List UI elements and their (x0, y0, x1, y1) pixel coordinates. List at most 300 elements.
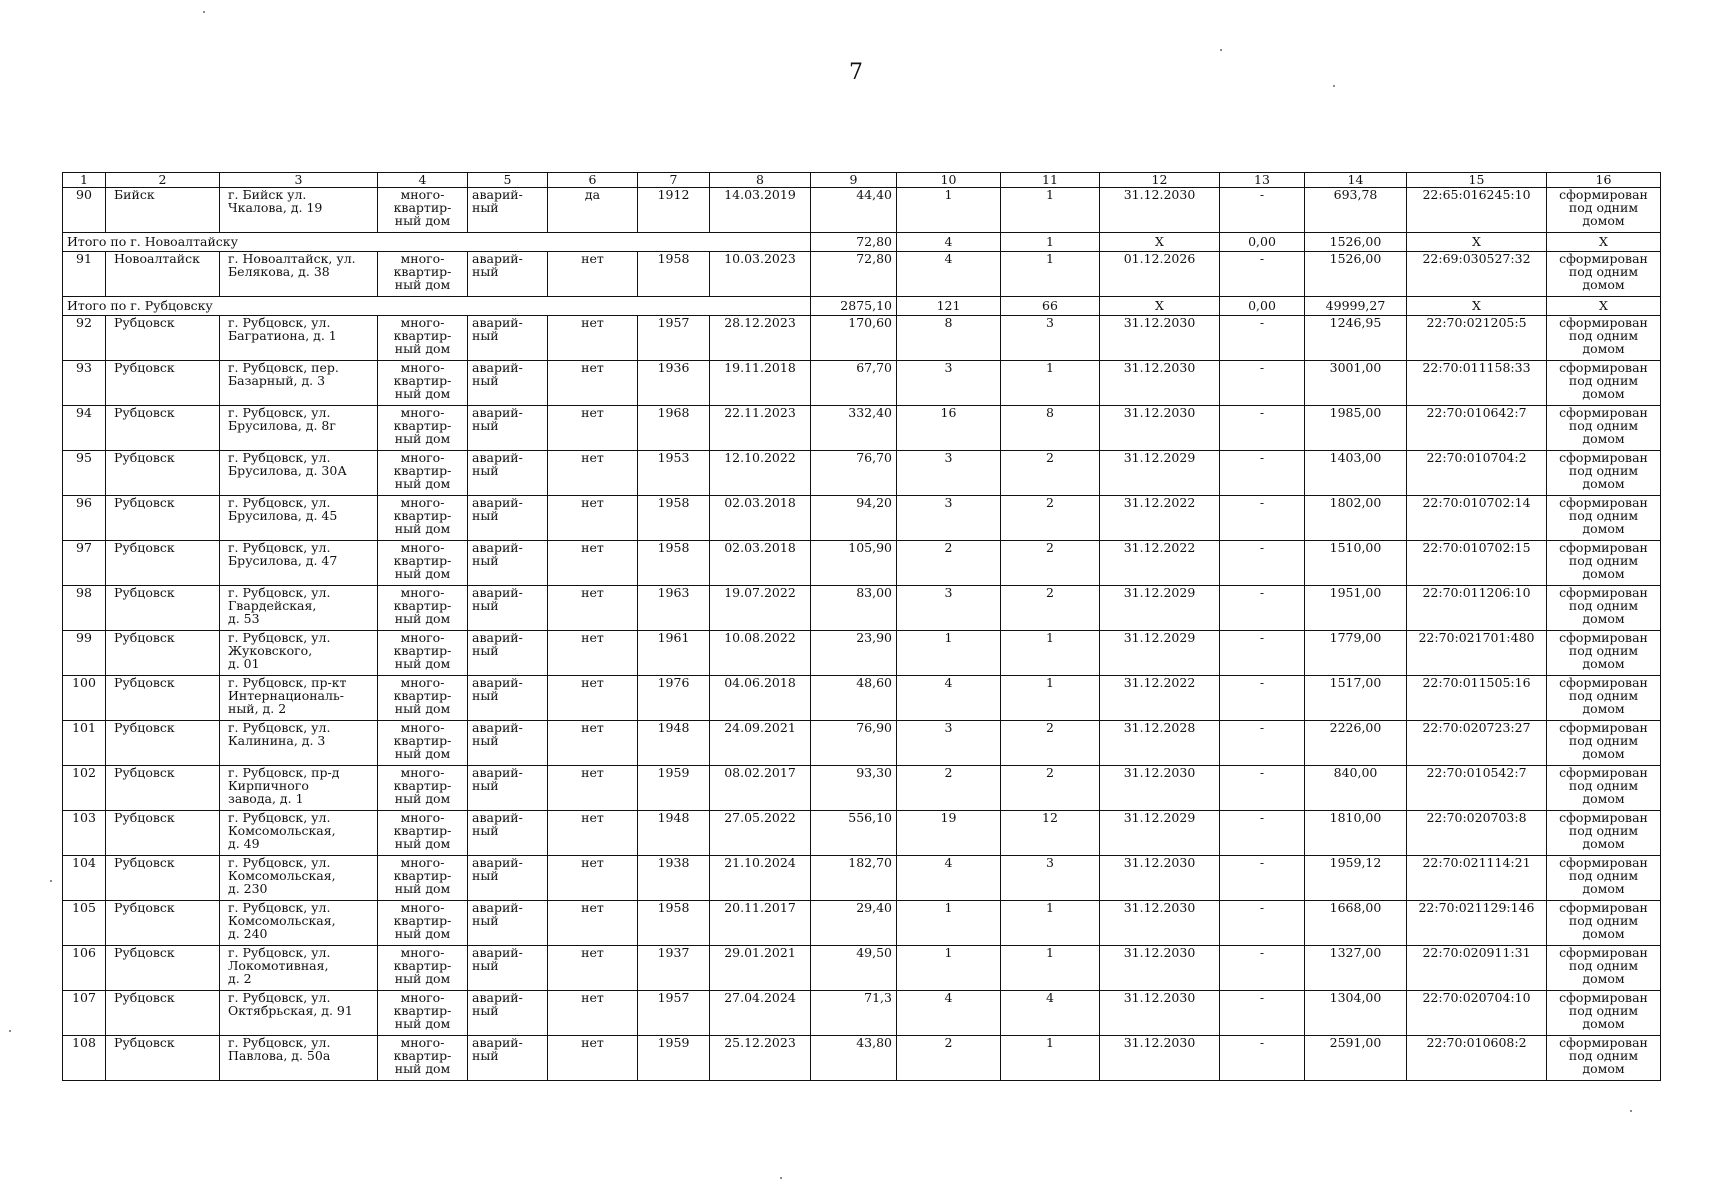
table-cell: 3 (897, 586, 1001, 631)
table-cell: г. Рубцовск, пр-кт Интернациональ- ный, д. 2 (220, 676, 378, 721)
table-cell: 10.08.2022 (710, 631, 811, 676)
table-cell: нет (548, 361, 638, 406)
table-cell: 8 (897, 316, 1001, 361)
table-cell: 1 (1001, 631, 1100, 676)
table-row (63, 361, 1661, 406)
subtotal-cell: 2875,10 (811, 297, 897, 316)
table-cell: сформирован под одним домом (1547, 901, 1661, 946)
column-number-header-row (63, 173, 1661, 188)
table-cell: 1510,00 (1305, 541, 1407, 586)
table-row (63, 406, 1661, 451)
table-cell: г. Рубцовск, ул. Локомотивная, д. 2 (220, 946, 378, 991)
table-cell: Рубцовск (106, 856, 220, 901)
table-cell: много- квартир- ный дом (378, 406, 468, 451)
table-cell: 93 (63, 361, 106, 406)
table-cell: много- квартир- ный дом (378, 188, 468, 233)
table-cell: 1961 (638, 631, 710, 676)
column-number-14: 14 (1305, 173, 1407, 188)
table-cell: 01.12.2026 (1100, 252, 1220, 297)
table-cell: Рубцовск (106, 721, 220, 766)
subtotal-cell: 121 (897, 297, 1001, 316)
table-cell: аварий- ный (468, 451, 548, 496)
table-cell: 31.12.2030 (1100, 856, 1220, 901)
table-cell: г. Рубцовск, ул. Калинина, д. 3 (220, 721, 378, 766)
table-cell: 02.03.2018 (710, 496, 811, 541)
table-cell: Рубцовск (106, 766, 220, 811)
table-cell: 1 (897, 631, 1001, 676)
subtotal-cell: 1526,00 (1305, 233, 1407, 252)
table-cell: аварий- ный (468, 991, 548, 1036)
table-cell: нет (548, 766, 638, 811)
table-cell: 22:70:020723:27 (1407, 721, 1547, 766)
table-cell: - (1220, 901, 1305, 946)
table-cell: нет (548, 1036, 638, 1081)
table-cell: 1403,00 (1305, 451, 1407, 496)
table-cell: 27.04.2024 (710, 991, 811, 1036)
table-cell: 106 (63, 946, 106, 991)
table-cell: 170,60 (811, 316, 897, 361)
column-number-3: 3 (220, 173, 378, 188)
table-cell: г. Рубцовск, ул. Брусилова, д. 30А (220, 451, 378, 496)
table-cell: 22:70:021114:21 (1407, 856, 1547, 901)
table-cell: 1802,00 (1305, 496, 1407, 541)
table-cell: 2 (1001, 496, 1100, 541)
table-cell: сформирован под одним домом (1547, 631, 1661, 676)
table-cell: 103 (63, 811, 106, 856)
table-cell: 1810,00 (1305, 811, 1407, 856)
table-cell: аварий- ный (468, 811, 548, 856)
column-number-15: 15 (1407, 173, 1547, 188)
table-cell: 1 (1001, 1036, 1100, 1081)
column-number-8: 8 (710, 173, 811, 188)
table-cell: аварий- ный (468, 252, 548, 297)
table-cell: 2 (897, 1036, 1001, 1081)
table-row (63, 1036, 1661, 1081)
table-cell: аварий- ный (468, 901, 548, 946)
subtotal-cell: X (1407, 297, 1547, 316)
table-cell: 1304,00 (1305, 991, 1407, 1036)
table-cell: - (1220, 946, 1305, 991)
table-row (63, 991, 1661, 1036)
table-row (63, 946, 1661, 991)
table-cell: 1959 (638, 766, 710, 811)
table-cell: 3 (897, 721, 1001, 766)
table-cell: 1 (897, 946, 1001, 991)
table-cell: 1246,95 (1305, 316, 1407, 361)
table-cell: 100 (63, 676, 106, 721)
table-cell: Рубцовск (106, 361, 220, 406)
subtotal-cell: 4 (897, 233, 1001, 252)
table-cell: 1526,00 (1305, 252, 1407, 297)
table-cell: нет (548, 676, 638, 721)
table-cell: 99 (63, 631, 106, 676)
table-cell: 16 (897, 406, 1001, 451)
table-cell: 28.12.2023 (710, 316, 811, 361)
table-cell: 76,90 (811, 721, 897, 766)
table-cell: много- квартир- ный дом (378, 946, 468, 991)
table-cell: г. Рубцовск, ул. Комсомольская, д. 230 (220, 856, 378, 901)
subtotal-cell: 1 (1001, 233, 1100, 252)
table-cell: 1959,12 (1305, 856, 1407, 901)
table-cell: 31.12.2030 (1100, 361, 1220, 406)
column-number-2: 2 (106, 173, 220, 188)
table-cell: 22:70:011206:10 (1407, 586, 1547, 631)
subtotal-cell: 0,00 (1220, 297, 1305, 316)
table-cell: 97 (63, 541, 106, 586)
table-cell: - (1220, 721, 1305, 766)
table-row (63, 811, 1661, 856)
table-cell: нет (548, 811, 638, 856)
table-cell: нет (548, 252, 638, 297)
table-cell: аварий- ный (468, 946, 548, 991)
table-cell: много- квартир- ный дом (378, 901, 468, 946)
table-cell: - (1220, 316, 1305, 361)
table-cell: 1 (897, 901, 1001, 946)
table-cell: 1 (1001, 946, 1100, 991)
table-cell: 4 (897, 991, 1001, 1036)
table-cell: 48,60 (811, 676, 897, 721)
table-cell: г. Рубцовск, ул. Октябрьская, д. 91 (220, 991, 378, 1036)
column-number-12: 12 (1100, 173, 1220, 188)
table-cell: 1958 (638, 252, 710, 297)
table-cell: 29.01.2021 (710, 946, 811, 991)
table-cell: много- квартир- ный дом (378, 766, 468, 811)
table-cell: г. Рубцовск, ул. Багратиона, д. 1 (220, 316, 378, 361)
table-body (63, 173, 1661, 1081)
table-cell: - (1220, 406, 1305, 451)
table-cell: 22:70:010542:7 (1407, 766, 1547, 811)
table-cell: - (1220, 856, 1305, 901)
table-row (63, 496, 1661, 541)
subtotal-cell: 49999,27 (1305, 297, 1407, 316)
table-cell: сформирован под одним домом (1547, 406, 1661, 451)
table-cell: 31.12.2030 (1100, 901, 1220, 946)
table-cell: Рубцовск (106, 586, 220, 631)
table-cell: аварий- ный (468, 316, 548, 361)
table-cell: 27.05.2022 (710, 811, 811, 856)
table-cell: 1951,00 (1305, 586, 1407, 631)
table-row (63, 901, 1661, 946)
table-cell: 3 (1001, 316, 1100, 361)
subtotal-label: Итого по г. Новоалтайску (63, 233, 811, 252)
table-cell: 10.03.2023 (710, 252, 811, 297)
column-number-1: 1 (63, 173, 106, 188)
table-cell: 31.12.2030 (1100, 188, 1220, 233)
table-cell: 332,40 (811, 406, 897, 451)
table-cell: 21.10.2024 (710, 856, 811, 901)
table-cell: сформирован под одним домом (1547, 541, 1661, 586)
table-cell: 20.11.2017 (710, 901, 811, 946)
table-cell: много- квартир- ный дом (378, 856, 468, 901)
table-cell: 1958 (638, 901, 710, 946)
table-cell: 92 (63, 316, 106, 361)
table-cell: нет (548, 496, 638, 541)
table-cell: 71,3 (811, 991, 897, 1036)
table-cell: 76,70 (811, 451, 897, 496)
table-cell: 12 (1001, 811, 1100, 856)
table-cell: 31.12.2030 (1100, 991, 1220, 1036)
table-cell: 1959 (638, 1036, 710, 1081)
table-cell: сформирован под одним домом (1547, 316, 1661, 361)
table-cell: 31.12.2022 (1100, 541, 1220, 586)
table-cell: 4 (897, 676, 1001, 721)
table-cell: Рубцовск (106, 406, 220, 451)
table-cell: сформирован под одним домом (1547, 811, 1661, 856)
table-cell: аварий- ный (468, 406, 548, 451)
table-row (63, 252, 1661, 297)
table-cell: 44,40 (811, 188, 897, 233)
page-number: 7 (849, 60, 863, 85)
table-row (63, 766, 1661, 811)
table-row (63, 541, 1661, 586)
table-cell: 1 (1001, 252, 1100, 297)
table-cell: 3 (1001, 856, 1100, 901)
table-cell: много- квартир- ный дом (378, 1036, 468, 1081)
column-number-13: 13 (1220, 173, 1305, 188)
table-cell: сформирован под одним домом (1547, 252, 1661, 297)
table-cell: 14.03.2019 (710, 188, 811, 233)
column-number-5: 5 (468, 173, 548, 188)
table-cell: 94 (63, 406, 106, 451)
table-cell: 1912 (638, 188, 710, 233)
table-cell: 31.12.2029 (1100, 451, 1220, 496)
table-cell: г. Рубцовск, ул. Комсомольская, д. 240 (220, 901, 378, 946)
table-cell: 1957 (638, 991, 710, 1036)
table-cell: 2 (1001, 541, 1100, 586)
table-cell: 1938 (638, 856, 710, 901)
column-number-16: 16 (1547, 173, 1661, 188)
table-cell: аварий- ный (468, 188, 548, 233)
table-cell: 43,80 (811, 1036, 897, 1081)
table-cell: 1985,00 (1305, 406, 1407, 451)
table-cell: нет (548, 631, 638, 676)
table-cell: 1936 (638, 361, 710, 406)
subtotal-cell: X (1547, 297, 1661, 316)
table-cell: Рубцовск (106, 451, 220, 496)
table-cell: 4 (1001, 991, 1100, 1036)
table-cell: - (1220, 991, 1305, 1036)
table-cell: 22:69:030527:32 (1407, 252, 1547, 297)
table-cell: 31.12.2029 (1100, 631, 1220, 676)
table-cell: нет (548, 451, 638, 496)
table-cell: 2226,00 (1305, 721, 1407, 766)
table-cell: Рубцовск (106, 946, 220, 991)
table-cell: 3 (897, 451, 1001, 496)
table-cell: 102 (63, 766, 106, 811)
table-row (63, 631, 1661, 676)
table-cell: - (1220, 1036, 1305, 1081)
table-cell: сформирован под одним домом (1547, 676, 1661, 721)
table-cell: 1668,00 (1305, 901, 1407, 946)
table-cell: сформирован под одним домом (1547, 1036, 1661, 1081)
table-cell: 04.06.2018 (710, 676, 811, 721)
column-number-11: 11 (1001, 173, 1100, 188)
table-cell: 1937 (638, 946, 710, 991)
table-cell: Рубцовск (106, 676, 220, 721)
table-cell: нет (548, 856, 638, 901)
table-cell: г. Рубцовск, ул. Гвардейская, д. 53 (220, 586, 378, 631)
table-cell: много- квартир- ный дом (378, 676, 468, 721)
column-number-10: 10 (897, 173, 1001, 188)
column-number-9: 9 (811, 173, 897, 188)
table-cell: 22:70:011505:16 (1407, 676, 1547, 721)
table-cell: Рубцовск (106, 631, 220, 676)
table-row (63, 676, 1661, 721)
table-cell: 182,70 (811, 856, 897, 901)
subtotal-cell: 0,00 (1220, 233, 1305, 252)
table-cell: 1953 (638, 451, 710, 496)
table-cell: 3001,00 (1305, 361, 1407, 406)
table-cell: - (1220, 631, 1305, 676)
table-cell: нет (548, 316, 638, 361)
table-cell: 95 (63, 451, 106, 496)
table-cell: 556,10 (811, 811, 897, 856)
table-cell: Рубцовск (106, 541, 220, 586)
table-cell: много- квартир- ный дом (378, 721, 468, 766)
table-cell: 2 (1001, 451, 1100, 496)
table-cell: 19 (897, 811, 1001, 856)
table-cell: 1958 (638, 541, 710, 586)
table-cell: 105 (63, 901, 106, 946)
table-cell: много- квартир- ный дом (378, 496, 468, 541)
table-cell: 22:70:010702:14 (1407, 496, 1547, 541)
table-cell: сформирован под одним домом (1547, 451, 1661, 496)
table-cell: 1948 (638, 721, 710, 766)
table-cell: аварий- ный (468, 541, 548, 586)
table-cell: 1 (1001, 361, 1100, 406)
table-cell: много- квартир- ный дом (378, 631, 468, 676)
table-cell: Рубцовск (106, 1036, 220, 1081)
table-cell: 22:70:020704:10 (1407, 991, 1547, 1036)
table-cell: 22:70:021129:146 (1407, 901, 1547, 946)
table-cell: 1517,00 (1305, 676, 1407, 721)
table-cell: сформирован под одним домом (1547, 991, 1661, 1036)
table-cell: 19.07.2022 (710, 586, 811, 631)
table-cell: Рубцовск (106, 901, 220, 946)
table-cell: - (1220, 811, 1305, 856)
table-cell: г. Рубцовск, ул. Брусилова, д. 8г (220, 406, 378, 451)
table-cell: 22:70:021701:480 (1407, 631, 1547, 676)
table-cell: сформирован под одним домом (1547, 946, 1661, 991)
table-cell: 4 (897, 252, 1001, 297)
table-cell: 2 (1001, 721, 1100, 766)
table-cell: Рубцовск (106, 811, 220, 856)
table-cell: 29,40 (811, 901, 897, 946)
table-cell: 105,90 (811, 541, 897, 586)
table-cell: г. Рубцовск, ул. Комсомольская, д. 49 (220, 811, 378, 856)
table-row (63, 856, 1661, 901)
table-cell: - (1220, 361, 1305, 406)
table-cell: аварий- ный (468, 856, 548, 901)
table-cell: 1968 (638, 406, 710, 451)
table-cell: 19.11.2018 (710, 361, 811, 406)
table-cell: да (548, 188, 638, 233)
table-cell: 1327,00 (1305, 946, 1407, 991)
table-cell: - (1220, 252, 1305, 297)
table-cell: 3 (897, 361, 1001, 406)
table-cell: 107 (63, 991, 106, 1036)
subtotal-cell: 72,80 (811, 233, 897, 252)
table-cell: много- квартир- ный дом (378, 991, 468, 1036)
table-cell: много- квартир- ный дом (378, 252, 468, 297)
table-cell: 23,90 (811, 631, 897, 676)
table-cell: г. Рубцовск, пер. Базарный, д. 3 (220, 361, 378, 406)
table-cell: сформирован под одним домом (1547, 188, 1661, 233)
table-cell: 31.12.2022 (1100, 496, 1220, 541)
table-cell: 2 (1001, 586, 1100, 631)
table-cell: 08.02.2017 (710, 766, 811, 811)
table-cell: сформирован под одним домом (1547, 586, 1661, 631)
table-cell: аварий- ный (468, 586, 548, 631)
table-cell: много- квартир- ный дом (378, 316, 468, 361)
table-cell: 1976 (638, 676, 710, 721)
table-row (63, 188, 1661, 233)
table-cell: 108 (63, 1036, 106, 1081)
table-cell: 31.12.2028 (1100, 721, 1220, 766)
table-cell: Рубцовск (106, 991, 220, 1036)
subtotal-row (63, 297, 1661, 316)
table-cell: аварий- ный (468, 766, 548, 811)
subtotal-cell: X (1100, 297, 1220, 316)
table-cell: аварий- ный (468, 496, 548, 541)
table-cell: 1963 (638, 586, 710, 631)
table-cell: 22:70:010704:2 (1407, 451, 1547, 496)
table-cell: 1 (1001, 188, 1100, 233)
table-cell: г. Рубцовск, ул. Павлова, д. 50а (220, 1036, 378, 1081)
table-cell: 67,70 (811, 361, 897, 406)
table-cell: 02.03.2018 (710, 541, 811, 586)
table-cell: нет (548, 901, 638, 946)
table-cell: 98 (63, 586, 106, 631)
table-cell: г. Новоалтайск, ул. Белякова, д. 38 (220, 252, 378, 297)
table-cell: г. Бийск ул. Чкалова, д. 19 (220, 188, 378, 233)
table-cell: 93,30 (811, 766, 897, 811)
table-cell: 104 (63, 856, 106, 901)
table-cell: много- квартир- ный дом (378, 361, 468, 406)
table-cell: нет (548, 991, 638, 1036)
table-cell: 693,78 (1305, 188, 1407, 233)
table-cell: 31.12.2029 (1100, 811, 1220, 856)
subtotal-cell: X (1547, 233, 1661, 252)
register-table (62, 172, 1661, 1081)
table-cell: 94,20 (811, 496, 897, 541)
table-cell: 1 (897, 188, 1001, 233)
table-cell: - (1220, 496, 1305, 541)
table-cell: 22:70:020911:31 (1407, 946, 1547, 991)
table-cell: 22:70:010702:15 (1407, 541, 1547, 586)
table-cell: 25.12.2023 (710, 1036, 811, 1081)
table-cell: 22:65:016245:10 (1407, 188, 1547, 233)
table-cell: аварий- ный (468, 721, 548, 766)
table-cell: 101 (63, 721, 106, 766)
table-cell: сформирован под одним домом (1547, 361, 1661, 406)
table-cell: 1958 (638, 496, 710, 541)
table-cell: 96 (63, 496, 106, 541)
table-cell: 22:70:011158:33 (1407, 361, 1547, 406)
table-cell: 91 (63, 252, 106, 297)
table-cell: сформирован под одним домом (1547, 496, 1661, 541)
table-cell: 4 (897, 856, 1001, 901)
table-cell: - (1220, 541, 1305, 586)
table-cell: 8 (1001, 406, 1100, 451)
table-cell: много- квартир- ный дом (378, 586, 468, 631)
table-cell: 3 (897, 496, 1001, 541)
table-cell: 1 (1001, 676, 1100, 721)
subtotal-label: Итого по г. Рубцовску (63, 297, 811, 316)
table-cell: Рубцовск (106, 316, 220, 361)
table-cell: 49,50 (811, 946, 897, 991)
table-cell: 31.12.2030 (1100, 1036, 1220, 1081)
